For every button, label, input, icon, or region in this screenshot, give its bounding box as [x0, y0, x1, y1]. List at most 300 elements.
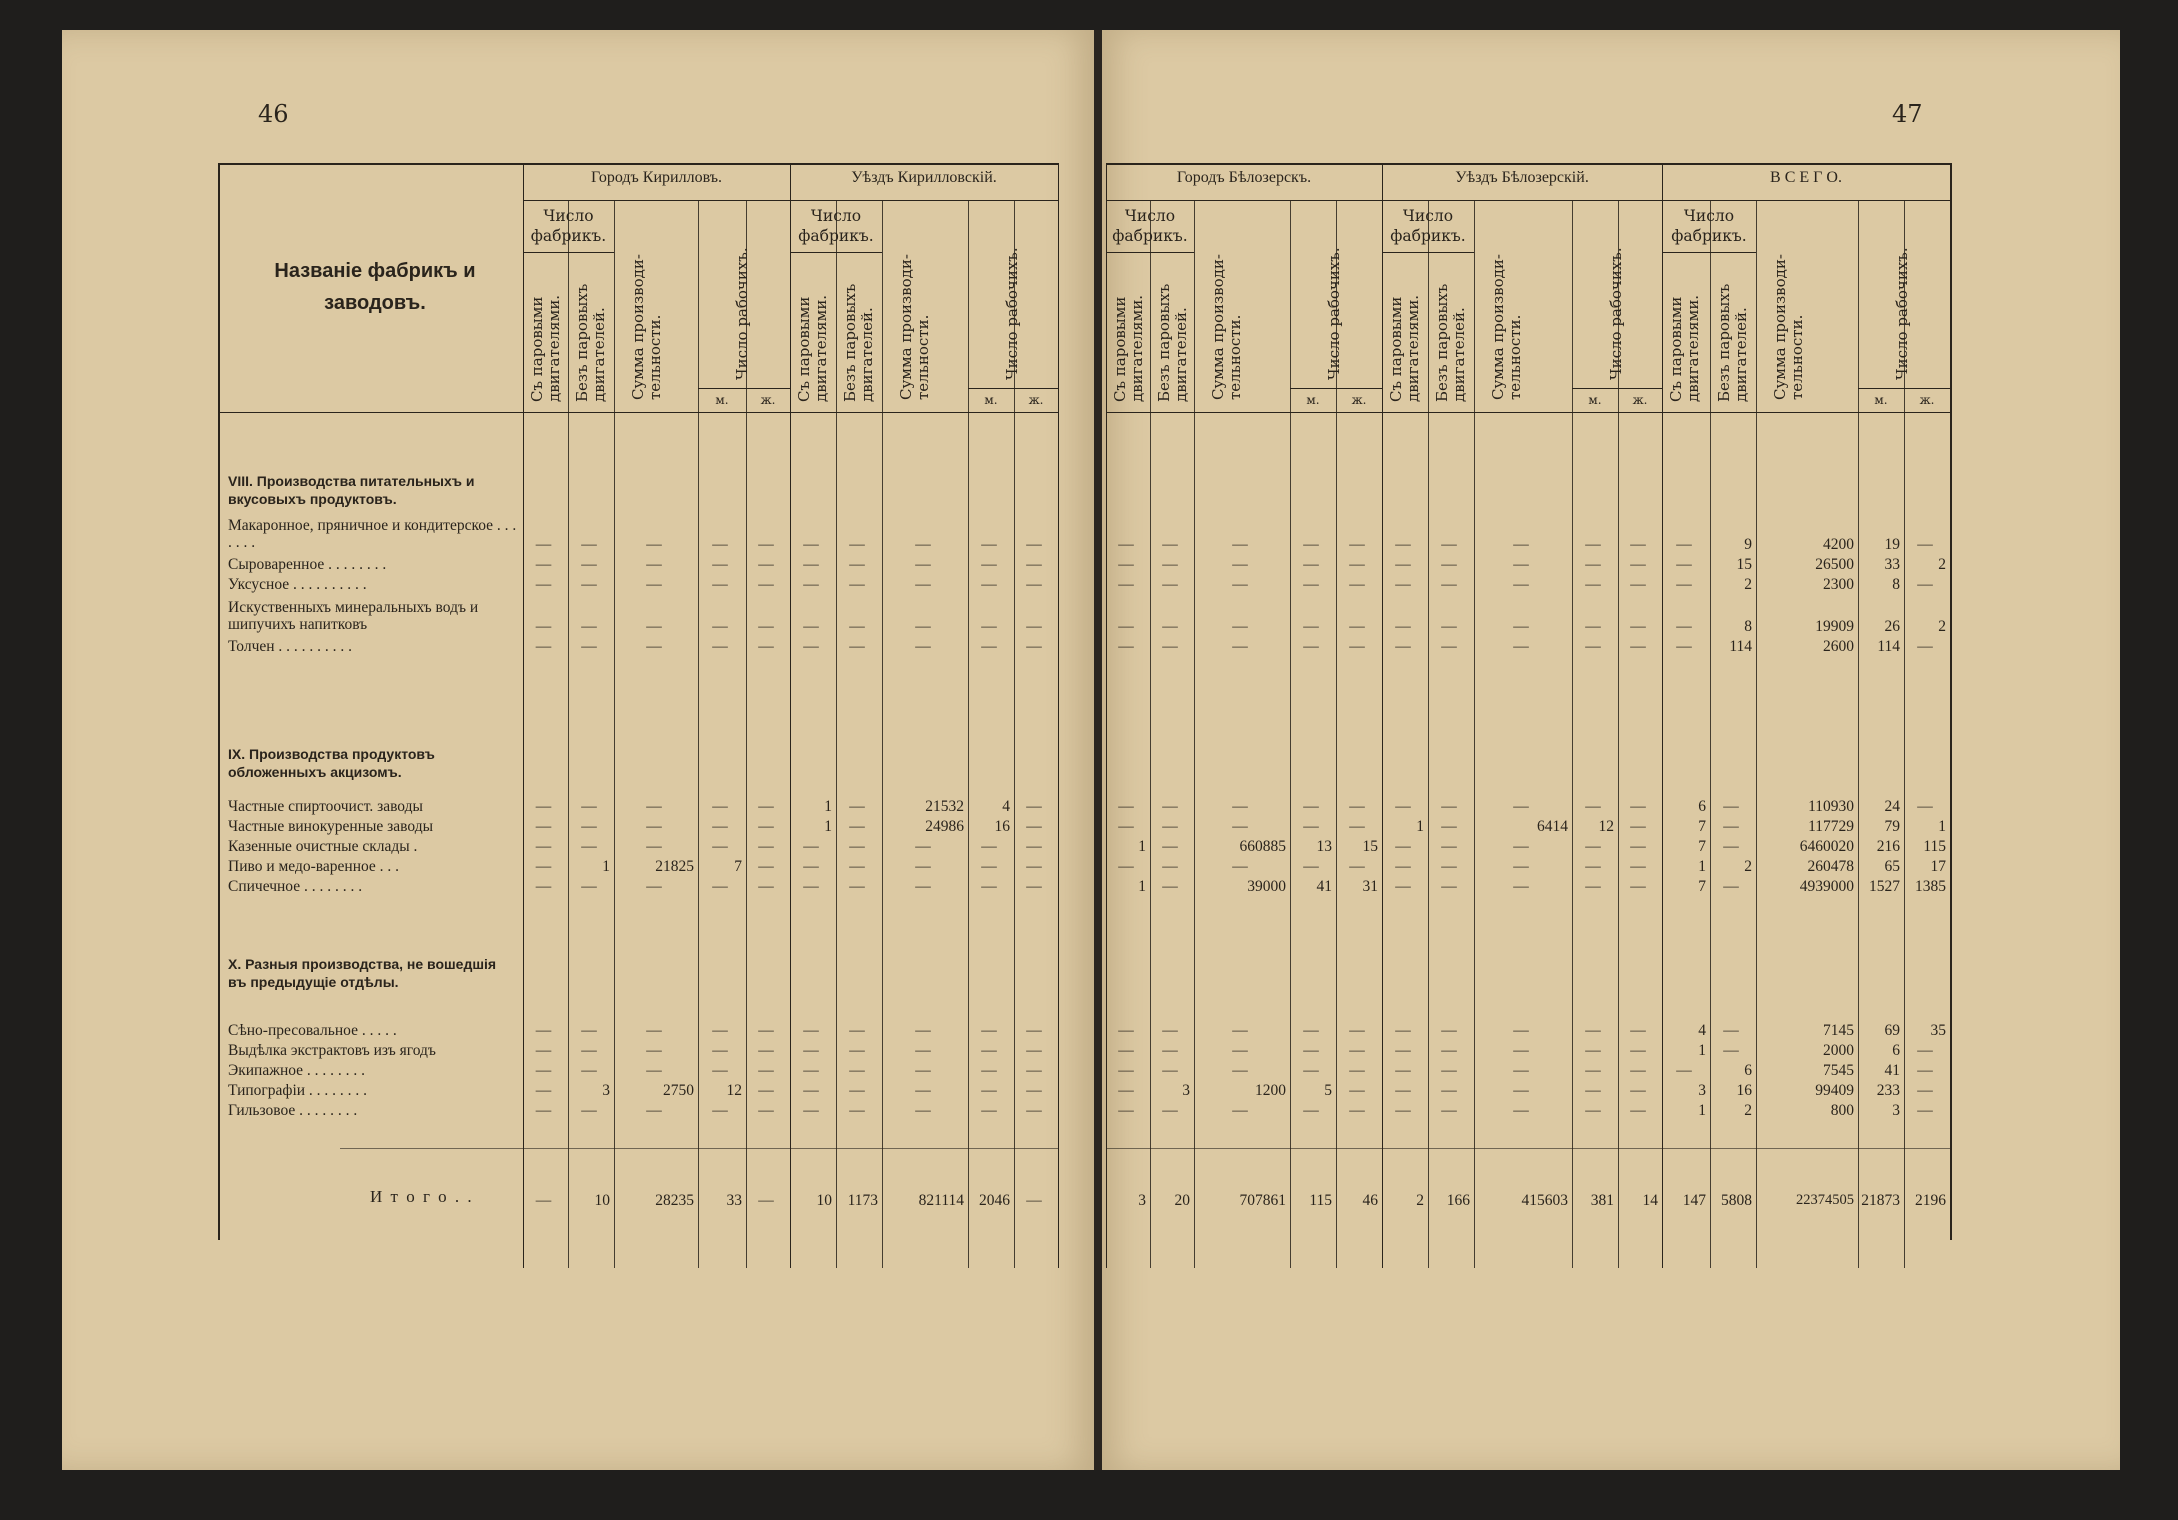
- total-cell: 2046: [979, 1192, 1010, 1209]
- table-cell: —: [758, 838, 774, 855]
- men-header-4: м.: [1874, 393, 1888, 407]
- table-cell: —: [849, 556, 865, 573]
- table-cell: —: [1349, 576, 1365, 593]
- table-cell: —: [1303, 1042, 1319, 1059]
- table-cell: —: [646, 838, 662, 855]
- table-cell: —: [1232, 1042, 1248, 1059]
- table-cell: —: [1349, 638, 1365, 655]
- table-cell: 3: [1182, 1082, 1190, 1099]
- col-rule-end-right: [1950, 163, 1952, 1240]
- col-rule-end-left: [1058, 163, 1059, 1268]
- table-cell: —: [915, 858, 931, 875]
- table-cell: —: [849, 838, 865, 855]
- table-cell: —: [849, 878, 865, 895]
- table-cell: —: [1026, 576, 1042, 593]
- table-cell: —: [1513, 638, 1529, 655]
- table-cell: —: [1585, 638, 1601, 655]
- table-cell: —: [758, 818, 774, 835]
- table-cell: 2750: [663, 1082, 694, 1099]
- table-cell: —: [1395, 1082, 1411, 1099]
- table-cell: —: [1303, 536, 1319, 553]
- table-cell: —: [1585, 1062, 1601, 1079]
- table-cell: —: [915, 638, 931, 655]
- table-cell: —: [1118, 638, 1134, 655]
- table-cell: 1: [1138, 878, 1146, 895]
- table-cell: 1: [1416, 818, 1424, 835]
- table-cell: 41: [1316, 878, 1332, 895]
- table-cell: —: [758, 1042, 774, 1059]
- workers-subrule-3: [1572, 388, 1662, 389]
- no-steam-header-4: Безъ паровыхъ двигателей.: [1715, 283, 1750, 402]
- table-cell: —: [712, 556, 728, 573]
- workers-subrule-2: [1290, 388, 1382, 389]
- table-cell: —: [1441, 638, 1457, 655]
- table-cell: 1: [1698, 858, 1706, 875]
- total-cell: 20: [1174, 1192, 1190, 1209]
- men-header-2: м.: [1306, 393, 1320, 407]
- page-number-left: 46: [258, 100, 289, 128]
- table-cell: —: [1118, 1082, 1134, 1099]
- table-cell: 660885: [1239, 838, 1286, 855]
- table-cell: 7: [734, 858, 742, 875]
- table-cell: —: [1441, 838, 1457, 855]
- table-cell: —: [535, 536, 552, 553]
- table-cell: —: [803, 878, 819, 895]
- table-cell: —: [1441, 1022, 1457, 1039]
- table-cell: —: [712, 638, 728, 655]
- table-cell: —: [581, 556, 597, 573]
- table-cell: —: [1441, 1062, 1457, 1079]
- table-cell: —: [1395, 798, 1411, 815]
- table-cell: —: [1723, 838, 1739, 855]
- table-cell: 2300: [1823, 576, 1854, 593]
- table-cell: —: [1630, 818, 1646, 835]
- table-cell: —: [803, 1082, 819, 1099]
- total-cell: 707861: [1239, 1192, 1286, 1209]
- table-cell: —: [1630, 576, 1646, 593]
- table-cell: —: [1513, 798, 1529, 815]
- table-cell: —: [535, 798, 552, 815]
- table-cell: 7545: [1823, 1062, 1854, 1079]
- table-cell: —: [712, 1022, 728, 1039]
- table-cell: —: [1118, 536, 1134, 553]
- row-name: Частные спиртоочист. заводы: [228, 798, 423, 815]
- table-cell: —: [1513, 556, 1529, 573]
- table-cell: —: [758, 1082, 774, 1099]
- table-cell: 16: [994, 818, 1010, 835]
- table-cell: —: [1513, 858, 1529, 875]
- table-cell: —: [1585, 576, 1601, 593]
- workers-header-4: Число рабочихъ.: [1893, 247, 1911, 380]
- table-cell: —: [1395, 1022, 1411, 1039]
- table-cell: —: [1303, 638, 1319, 655]
- table-cell: —: [803, 638, 819, 655]
- fabrik-subrule-3: [1382, 252, 1474, 253]
- table-cell: —: [1513, 838, 1529, 855]
- table-cell: —: [1395, 576, 1411, 593]
- table-cell: —: [712, 838, 728, 855]
- header-bottom-rule-right: [1106, 412, 1950, 413]
- table-cell: —: [1513, 1082, 1529, 1099]
- table-cell: —: [1395, 556, 1411, 573]
- table-cell: —: [1349, 536, 1365, 553]
- table-cell: —: [646, 818, 662, 835]
- table-cell: 39000: [1247, 878, 1286, 895]
- section-title-1: VIII. Производства питательныхъ и вкусовыхъ продуктовъ.: [228, 473, 475, 507]
- table-cell: 216: [1876, 838, 1900, 855]
- no-steam-header-1: Безъ паровыхъ двигателей.: [841, 283, 876, 402]
- table-cell: —: [1303, 1022, 1319, 1039]
- total-cell: 10: [594, 1192, 610, 1209]
- fabrik-subrule-2: [1106, 252, 1194, 253]
- table-cell: —: [646, 576, 662, 593]
- table-cell: —: [1585, 878, 1601, 895]
- table-cell: —: [981, 1022, 997, 1039]
- table-cell: —: [849, 618, 865, 635]
- table-cell: 7: [1698, 878, 1706, 895]
- fabrik-count-header-0: Число фабрикъ.: [530, 207, 607, 245]
- table-cell: —: [849, 536, 865, 553]
- table-cell: —: [1676, 576, 1692, 593]
- table-cell: 4: [1698, 1022, 1706, 1039]
- table-cell: 4200: [1823, 536, 1854, 553]
- table-cell: —: [849, 1102, 865, 1119]
- table-cell: 8: [1744, 618, 1752, 635]
- table-cell: —: [981, 878, 997, 895]
- workers-header-2: Число рабочихъ.: [1325, 247, 1343, 380]
- total-cell: 28235: [655, 1192, 694, 1209]
- page-number-right: 47: [1892, 100, 1923, 128]
- table-cell: —: [1630, 1082, 1646, 1099]
- table-cell: —: [581, 1022, 597, 1039]
- table-cell: —: [1232, 858, 1248, 875]
- table-cell: 1200: [1255, 1082, 1286, 1099]
- men-header-1: м.: [984, 393, 998, 407]
- table-cell: —: [849, 1042, 865, 1059]
- table-cell: —: [1723, 818, 1739, 835]
- table-cell: —: [915, 618, 931, 635]
- row-name: Спичечное . . . . . . . .: [228, 878, 363, 895]
- table-cell: —: [758, 858, 774, 875]
- table-cell: —: [981, 1062, 997, 1079]
- table-cell: —: [1585, 536, 1601, 553]
- table-cell: —: [758, 576, 774, 593]
- table-cell: —: [1395, 1062, 1411, 1079]
- table-cell: —: [535, 838, 552, 855]
- steam-engines-header-2: Съ паровыми двигателями.: [1111, 294, 1146, 402]
- table-cell: 65: [1884, 858, 1900, 875]
- table-cell: 233: [1876, 1082, 1900, 1099]
- total-rule-right: [1106, 1148, 1950, 1149]
- fabrik-subrule-0: [523, 252, 614, 253]
- table-cell: —: [849, 638, 865, 655]
- table-cell: —: [646, 1102, 662, 1119]
- women-header-1: ж.: [1028, 393, 1044, 407]
- steam-engines-header-0: Съ паровыми двигателями.: [528, 294, 563, 402]
- group-rule-2: [1106, 200, 1382, 201]
- total-cell: 115: [1309, 1192, 1332, 1209]
- no-steam-header-3: Безъ паровыхъ двигателей.: [1433, 283, 1468, 402]
- table-cell: —: [1026, 618, 1042, 635]
- table-cell: 2000: [1823, 1042, 1854, 1059]
- table-cell: —: [1118, 556, 1134, 573]
- table-cell: —: [535, 878, 552, 895]
- table-cell: —: [1585, 556, 1601, 573]
- table-cell: —: [1917, 536, 1933, 553]
- table-cell: 3: [1698, 1082, 1706, 1099]
- table-cell: 12: [726, 1082, 742, 1099]
- table-cell: —: [1630, 798, 1646, 815]
- table-cell: —: [1676, 556, 1692, 573]
- table-cell: 7: [1698, 838, 1706, 855]
- table-cell: —: [1441, 1042, 1457, 1059]
- table-cell: —: [1303, 1102, 1319, 1119]
- output-sum-header-3: Сумма производи-тельности.: [1489, 254, 1524, 400]
- table-cell: 17: [1930, 858, 1946, 875]
- table-cell: —: [1513, 1102, 1529, 1119]
- group-rule-4: [1662, 200, 1950, 201]
- table-cell: —: [981, 536, 997, 553]
- table-cell: —: [1303, 618, 1319, 635]
- table-cell: —: [1118, 1102, 1134, 1119]
- table-cell: —: [1441, 798, 1457, 815]
- men-header-3: м.: [1588, 393, 1602, 407]
- table-cell: —: [803, 858, 819, 875]
- table-cell: 8: [1892, 576, 1900, 593]
- table-cell: —: [803, 536, 819, 553]
- row-name: Макаронное, пряничное и кондитерское . . . . . . .: [228, 517, 517, 551]
- table-top-rule-left: [218, 163, 1058, 165]
- table-cell: —: [1162, 1022, 1178, 1039]
- table-cell: —: [1917, 798, 1933, 815]
- table-cell: 2: [1744, 576, 1752, 593]
- total-cell: —: [758, 1192, 774, 1209]
- table-cell: —: [981, 1042, 997, 1059]
- total-cell: 3: [1138, 1192, 1146, 1209]
- table-cell: —: [1676, 618, 1692, 635]
- total-cell: 147: [1682, 1192, 1706, 1209]
- table-cell: —: [1162, 1042, 1178, 1059]
- table-cell: —: [646, 1022, 662, 1039]
- table-cell: —: [981, 1102, 997, 1119]
- no-steam-header-2: Безъ паровыхъ двигателей.: [1155, 283, 1190, 402]
- fabrik-count-header-3: Число фабрикъ.: [1390, 207, 1466, 245]
- table-cell: —: [1441, 576, 1457, 593]
- table-cell: 41: [1884, 1062, 1900, 1079]
- table-cell: —: [803, 1042, 819, 1059]
- table-cell: —: [803, 576, 819, 593]
- total-cell: 46: [1362, 1192, 1378, 1209]
- total-label: И т о г о . .: [370, 1187, 474, 1206]
- table-cell: —: [535, 556, 552, 573]
- table-cell: —: [535, 1102, 552, 1119]
- table-cell: 7: [1698, 818, 1706, 835]
- table-cell: —: [1303, 858, 1319, 875]
- table-cell: —: [1162, 798, 1178, 815]
- table-cell: 2: [1938, 618, 1946, 635]
- table-cell: —: [712, 1062, 728, 1079]
- table-cell: 26500: [1815, 556, 1854, 573]
- table-cell: —: [1349, 1042, 1365, 1059]
- table-cell: —: [535, 1082, 552, 1099]
- row-name: Сыроваренное . . . . . . . .: [228, 556, 387, 573]
- total-cell: 21873: [1861, 1192, 1900, 1209]
- table-cell: —: [1026, 556, 1042, 573]
- workers-header-1: Число рабочихъ.: [1003, 247, 1021, 380]
- women-header-0: ж.: [760, 393, 776, 407]
- steam-engines-header-1: Съ паровыми двигателями.: [795, 294, 830, 402]
- table-cell: 99409: [1815, 1082, 1854, 1099]
- women-header-4: ж.: [1919, 393, 1935, 407]
- table-cell: —: [1630, 1042, 1646, 1059]
- row-name: Уксусное . . . . . . . . . .: [228, 576, 367, 593]
- table-cell: 110930: [1808, 798, 1854, 815]
- total-cell: 381: [1590, 1192, 1614, 1209]
- table-cell: —: [581, 536, 597, 553]
- table-cell: —: [1232, 1062, 1248, 1079]
- table-cell: —: [1395, 878, 1411, 895]
- table-cell: —: [1303, 556, 1319, 573]
- table-cell: —: [1118, 576, 1134, 593]
- total-cell: 14: [1642, 1192, 1658, 1209]
- table-cell: —: [1441, 618, 1457, 635]
- total-cell: —: [1026, 1192, 1042, 1209]
- table-cell: —: [581, 1102, 597, 1119]
- table-cell: 4: [1002, 798, 1010, 815]
- table-cell: 6414: [1537, 818, 1568, 835]
- section-title-3: X. Разныя производства, не вошедшія въ предыдущіе отдѣлы.: [228, 956, 497, 990]
- table-cell: —: [535, 1042, 552, 1059]
- fabrik-subrule-1: [790, 252, 882, 253]
- table-cell: —: [1349, 1082, 1365, 1099]
- table-cell: —: [1395, 858, 1411, 875]
- table-cell: —: [1162, 638, 1178, 655]
- table-cell: —: [758, 878, 774, 895]
- table-cell: 1: [824, 818, 832, 835]
- table-cell: —: [1232, 618, 1248, 635]
- table-cell: —: [1026, 1042, 1042, 1059]
- table-cell: —: [1349, 1022, 1365, 1039]
- table-cell: —: [1630, 1062, 1646, 1079]
- row-name: Казенные очистные склады .: [228, 838, 418, 855]
- table-cell: 260478: [1807, 858, 1854, 875]
- table-cell: —: [535, 576, 552, 593]
- table-cell: —: [1585, 858, 1601, 875]
- table-cell: —: [758, 798, 774, 815]
- women-header-2: ж.: [1351, 393, 1367, 407]
- table-cell: —: [915, 576, 931, 593]
- table-cell: —: [1162, 878, 1178, 895]
- table-cell: —: [1630, 536, 1646, 553]
- table-cell: —: [1162, 818, 1178, 835]
- table-left-border: [218, 163, 220, 1240]
- row-name: Типографіи . . . . . . . .: [228, 1082, 368, 1099]
- table-cell: 16: [1736, 1082, 1752, 1099]
- table-cell: 35: [1930, 1022, 1946, 1039]
- table-cell: —: [1441, 556, 1457, 573]
- row-name: Частные винокуренные заводы: [228, 818, 433, 835]
- table-cell: —: [1513, 1022, 1529, 1039]
- table-cell: —: [803, 1102, 819, 1119]
- table-cell: —: [1723, 1042, 1739, 1059]
- table-cell: —: [1513, 618, 1529, 635]
- table-cell: —: [1585, 1082, 1601, 1099]
- table-cell: 26: [1884, 618, 1900, 635]
- table-cell: —: [1118, 1062, 1134, 1079]
- table-cell: 19909: [1815, 618, 1854, 635]
- table-cell: —: [1026, 1082, 1042, 1099]
- table-cell: 117729: [1808, 818, 1854, 835]
- women-header-3: ж.: [1632, 393, 1648, 407]
- total-cell: 33: [726, 1192, 742, 1209]
- table-cell: —: [1026, 838, 1042, 855]
- table-cell: —: [1441, 858, 1457, 875]
- table-cell: —: [1513, 576, 1529, 593]
- table-cell: —: [1232, 576, 1248, 593]
- table-cell: —: [849, 818, 865, 835]
- table-cell: —: [1585, 618, 1601, 635]
- table-cell: —: [1232, 1022, 1248, 1039]
- table-cell: —: [1162, 838, 1178, 855]
- table-cell: 13: [1316, 838, 1332, 855]
- table-cell: —: [1630, 838, 1646, 855]
- table-cell: —: [581, 838, 597, 855]
- table-cell: 1: [824, 798, 832, 815]
- table-cell: 1: [1698, 1042, 1706, 1059]
- table-top-rule-right: [1106, 163, 1950, 165]
- table-cell: 6: [1698, 798, 1706, 815]
- table-cell: —: [646, 878, 662, 895]
- table-cell: —: [1513, 536, 1529, 553]
- table-cell: —: [981, 838, 997, 855]
- table-cell: —: [535, 1022, 552, 1039]
- table-cell: —: [1349, 556, 1365, 573]
- table-cell: 15: [1736, 556, 1752, 573]
- table-cell: —: [535, 1062, 552, 1079]
- table-cell: 31: [1362, 878, 1378, 895]
- group-title-4: В С Е Г О.: [1770, 169, 1842, 186]
- table-cell: —: [915, 536, 931, 553]
- total-cell: 10: [816, 1192, 832, 1209]
- table-cell: 21532: [925, 798, 964, 815]
- table-cell: 1: [1138, 838, 1146, 855]
- table-cell: —: [1232, 1102, 1248, 1119]
- no-steam-header-0: Безъ паровыхъ двигателей.: [573, 283, 608, 402]
- table-cell: —: [915, 1082, 931, 1099]
- fabrik-count-header-2: Число фабрикъ.: [1112, 207, 1188, 245]
- table-cell: —: [981, 576, 997, 593]
- table-cell: —: [1395, 536, 1411, 553]
- table-cell: —: [1395, 638, 1411, 655]
- table-cell: —: [1630, 618, 1646, 635]
- total-cell: 166: [1446, 1192, 1470, 1209]
- table-cell: 114: [1877, 638, 1900, 655]
- table-cell: 6: [1744, 1062, 1752, 1079]
- table-cell: —: [1676, 536, 1692, 553]
- table-cell: —: [849, 1022, 865, 1039]
- group-rule-3: [1382, 200, 1662, 201]
- table-cell: 1385: [1915, 878, 1946, 895]
- table-cell: —: [849, 858, 865, 875]
- table-cell: 24: [1884, 798, 1900, 815]
- section-title-2: IX. Производства продуктовъ обложенныхъ акцизомъ.: [228, 746, 435, 780]
- table-cell: —: [581, 576, 597, 593]
- table-cell: 5: [1324, 1082, 1332, 1099]
- table-cell: —: [712, 798, 728, 815]
- table-cell: —: [1303, 798, 1319, 815]
- total-cell: 5808: [1721, 1192, 1752, 1209]
- table-cell: —: [1349, 818, 1365, 835]
